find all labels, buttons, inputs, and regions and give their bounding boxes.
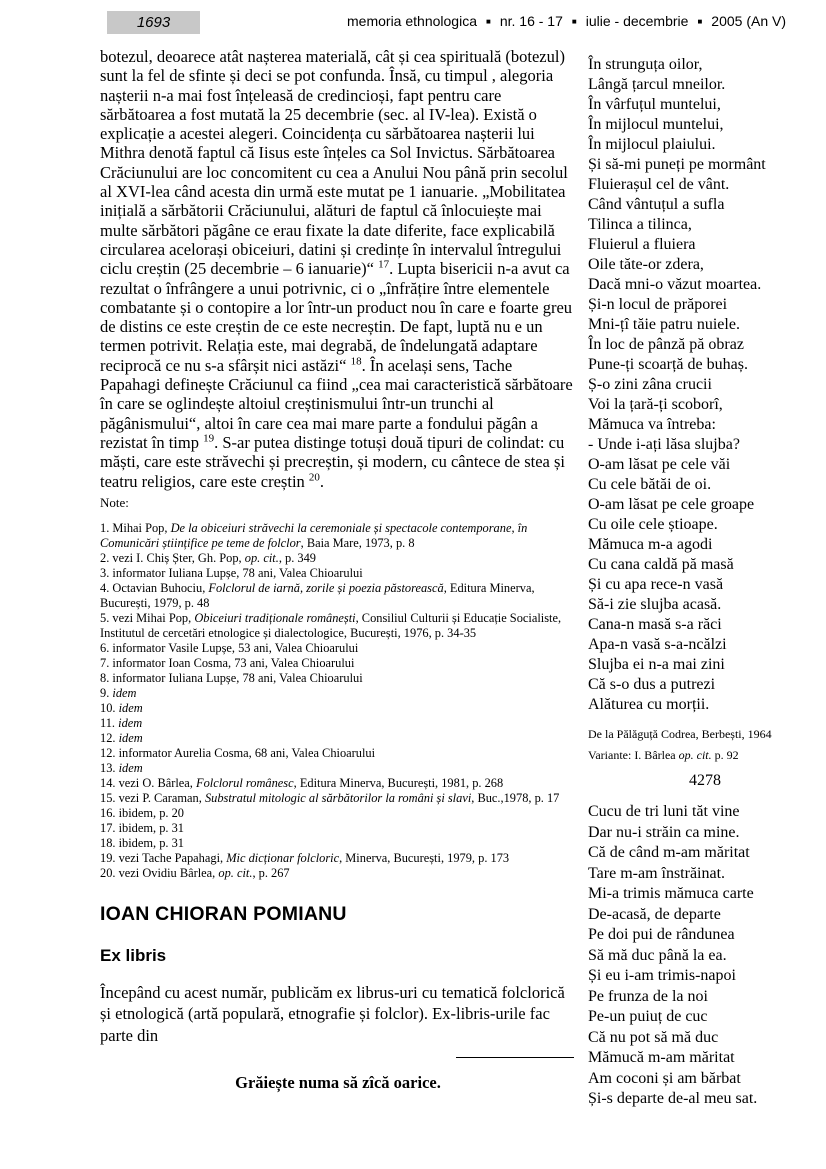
footnote-line: 5. vezi Mihai Pop, Obiceiuri tradiționale românești, Consiliul Culturii și Educație Socialiste, Institutul de cercetări etnologice și dialectologice, București, 1976, p. 34-35 (100, 610, 562, 640)
footnote-line: 6. informator Vasile Lupșe, 53 ani, Valea Chioarului (100, 640, 359, 655)
variant-line: Variante: I. Bârlea op. cit. p. 92 (588, 748, 739, 762)
page-number: 1693 (136, 14, 171, 31)
poem-number: 4278 (689, 772, 721, 789)
journal-header-part: 2005 (An V) (711, 13, 786, 29)
poem-line: Și eu i-am trimis-napoi (588, 967, 736, 984)
section-subheading: Ex libris (100, 945, 167, 965)
footnote-line: 1. Mihai Pop, De la obiceiuri străvechi la ceremoniale și spectacole contemporane, în Comunicări științifice pe teme de folclor, Baia Mare, 1973, p. 8 (100, 520, 528, 550)
poem-line: Ș-o zini zâna crucii (588, 376, 712, 393)
poem-line: Mămuca va întreba: (588, 416, 716, 433)
footnote-line: 16. ibidem, p. 20 (100, 805, 184, 820)
poem-line: Și-n locul de prăporei (588, 296, 728, 313)
footnote-line: 4. Octavian Buhociu, Folclorul de iarnă, zorile și poezia păstorească, Editura Minerva, București, 1979, p. 48 (100, 580, 535, 610)
poem-line: Fluierul a fluiera (588, 236, 696, 253)
poem-line: Mni-țî tăie patru nuiele. (588, 316, 740, 333)
poem-2 (588, 802, 822, 1110)
poem-line: Că nu pot să mă duc (588, 1028, 719, 1046)
poem-line: În mijlocul plaiului. (588, 136, 716, 153)
footnote-line: 15. vezi P. Caraman, Substratul mitologic al sărbătorilor la români și slavi, Buc.,1978, p. 17 (100, 790, 560, 805)
footnotes-list (100, 521, 576, 881)
square-separator-icon: ■ (485, 17, 491, 26)
poem-line: Pune-ți scoarță de buhaș. (588, 356, 748, 373)
poem-1 (588, 55, 822, 715)
poem-line: Dacă mni-o văzut moartea. (588, 276, 762, 293)
poem-line: O-am lăsat pe cele groape (588, 496, 755, 513)
poem-line: În loc de pânză pă obraz (588, 336, 744, 353)
poem-line: Cu cele bătăi de oi. (588, 476, 712, 493)
poem-source: De la Pălăguță Codrea, Berbești, 1964 (588, 727, 772, 741)
poem-line: Voi la țară-ți scoborî, (588, 396, 723, 413)
poem-line: Apa-n vasă s-a-ncălzi (588, 636, 727, 653)
footnote-line: 3. informator Iuliana Lupșe, 78 ani, Valea Chioarului (100, 565, 363, 580)
poem-line: Dar nu-i străin ca mine. (588, 823, 740, 841)
poem-line: Și cu apa rece-n vasă (588, 576, 724, 593)
footnote-line: 18. ibidem, p. 31 (100, 835, 184, 850)
poem-line: În vârfuțul muntelui, (588, 96, 721, 113)
journal-header-part: memoria ethnologica (347, 13, 477, 29)
footnote-line: 13. idem (100, 760, 143, 775)
article-paragraph: botezul, deoarece atât nașterea materială, cât și cea spirituală (botezul) sunt la fel de sfinte și deci se pot confunda. Însă, cu timpul , alegoria nașterii n-a mai fost înțeleasă de credincioși, fapt pentru care sărbătoarea a fost mutată la 25 decembrie (sec. al IV-lea). Există o explicație a acestei alegeri. Coincidența cu sărbătoarea nașterii lui Mithra denotă faptul că Iisus este înțeles ca Sol Invictus. Sărbătoarea Crăciunului are loc concomitent cu cea a Anului Nou până prin secolul al XVI-lea când acesta din urmă este mutat pe 1 ianuarie. „Mobilitatea inițială a sărbătorii Crăciunului, alături de faptul că înlocuiește mai multe sărbători păgâne ce erau fixate la date diferite, face explicabilă circularea acelorași obiceiuri, datini și credințe în intervalul întregului ciclu creștin (25 decembrie – 6 ianuarie)“ $^{17}$. Lupta bisericii n-a avut ca rezultat o înfrângere a unui potrivnic, ci o „înfrățire între elementele combatante și o contopire a lor într-un product nou în care e foarte greu de distins ce este creștin de ce este necreștin. De fapt, luptă nu e un termen potrivit. Relația este, mai degrabă, de îndelungată adaptare reciprocă ce nu s-a sfârșit nici astăzi“ $^{18}$. În același sens, Tache Papahagi definește Crăciunul ca fiind „cea mai caracteristică sărbătoare în care se oglindește altoiul creștinismului într-un trunchi al păgânismului“, altoi în care cea mai mare parte a fondului păgân a rezistat în timp $^{19}$. S-ar putea distinge totuși două tipuri de colindat: cu măști, care este străvechi și precreștin, și modern, cu cântece de stea și teatru religios, care este creștin $^{20}$. (100, 47, 573, 491)
poem-line: - Unde i-ați lăsa slujba? (588, 436, 740, 453)
poem-line: Că de când m-am măritat (588, 844, 750, 861)
poem-line: Și să-mi puneți pe mormânt (588, 156, 766, 173)
poem-line: De-acasă, de departe (588, 905, 721, 923)
poem-line: O-am lăsat pe cele văi (588, 456, 731, 473)
poem-line: Mămucă m-am măritat (588, 1049, 735, 1066)
poem-line: În mijlocul muntelui, (588, 116, 724, 133)
poem-line: Pe frunza de la noi (588, 987, 708, 1005)
footnote-line: 17. ibidem, p. 31 (100, 820, 184, 835)
footnote-line: 20. vezi Ovidiu Bârlea, op. cit., p. 267 (100, 865, 290, 880)
poem-line: Am coconi și am bărbat (588, 1069, 741, 1087)
footnote-line: 8. informator Iuliana Lupșe, 78 ani, Valea Chioarului (100, 670, 363, 685)
poem-line: În strunguța oilor, (588, 56, 703, 73)
poem-line: Slujba ei n-a mai zini (588, 656, 725, 673)
poem-line: Cana-n masă s-a răci (588, 616, 722, 633)
poem-line: Să mă duc până la ea. (588, 946, 727, 964)
square-separator-icon: ■ (697, 17, 703, 26)
poems-column (588, 55, 822, 1110)
poem-line: Pe doi pui de rândunea (588, 926, 735, 943)
footnote-line: 11. idem (100, 715, 143, 730)
poem-line: Că s-o dus a putrezi (588, 676, 716, 693)
poem-line: Tilinca a tilinca, (588, 216, 692, 233)
page-number-box (107, 11, 200, 34)
footnote-line: 19. vezi Tache Papahagi, Mic dicționar folcloric, Minerva, București, 1979, p. 173 (100, 850, 510, 865)
author-heading: IOAN CHIORAN POMIANU (100, 902, 347, 925)
poem-line: Tare m-am înstrăinat. (588, 864, 726, 882)
footnote-line: 12. informator Aurelia Cosma, 68 ani, Valea Chioarului (100, 745, 376, 760)
journal-header-part: iulie - decembrie (585, 13, 689, 29)
footnote-line: 12. idem (100, 730, 143, 745)
journal-header (347, 13, 786, 29)
poem-line: Și-s departe de-al meu sat. (588, 1090, 758, 1107)
footnote-line: 2. vezi I. Chiș Șter, Gh. Pop, op. cit., p. 349 (100, 550, 316, 565)
footnote-line: 9. idem (100, 685, 137, 700)
poem-line: Mămuca m-a agodi (588, 536, 713, 553)
poem-line: Lângă țarcul mneilor. (588, 76, 726, 93)
poem-line: Mi-a trimis mămuca carte (588, 885, 754, 902)
footnote-line: 7. informator Ioan Cosma, 73 ani, Valea Chioarului (100, 655, 355, 670)
poem-line: Când vântuțul a sufla (588, 196, 725, 213)
square-separator-icon: ■ (571, 17, 577, 26)
motto-text: Grăiește numa să zîcă oarice. (235, 1073, 441, 1093)
section-intro: Începând cu acest număr, publicăm ex librus-uri cu tematică folclorică și etnologică (artă populară, etnografie și folclor). Ex-libris-urile fac parte din (100, 982, 565, 1045)
footnote-line: 14. vezi O. Bârlea, Folclorul românesc, Editura Minerva, București, 1981, p. 268 (100, 775, 504, 790)
poem-line: Fluierașul cel de vânt. (588, 176, 730, 193)
footnote-line: 10. idem (100, 700, 143, 715)
poem-line: Cucu de tri luni tăt vine (588, 803, 740, 820)
poem-line: Alăturea cu morții. (588, 696, 710, 713)
poem-line: Pe-un puiuț de cuc (588, 1008, 708, 1025)
poem-line: Cu cana caldă pă masă (588, 556, 734, 573)
journal-header-part: nr. 16 - 17 (499, 13, 563, 29)
poem-line: Să-i zie slujba acasă. (588, 596, 722, 613)
footnote-rule (456, 1057, 574, 1058)
main-text-column (100, 47, 576, 1093)
poem-line: Cu oile cele știoape. (588, 516, 718, 533)
notes-label: Note: (100, 494, 129, 510)
poem-line: Oile tăte-or zdera, (588, 256, 704, 273)
